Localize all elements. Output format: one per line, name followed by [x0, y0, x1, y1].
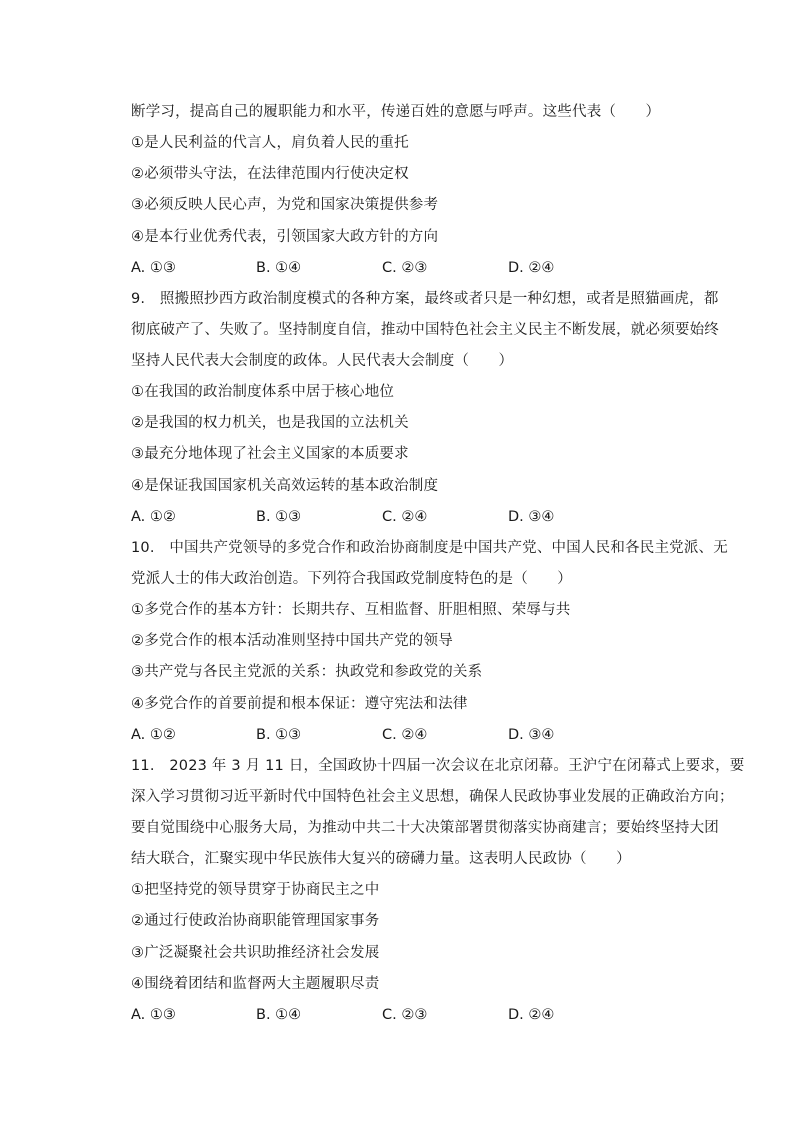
question-10-stem-line-2: 党派人士的伟大政治创造。下列符合我国政党制度特色的是（ ） — [131, 571, 572, 587]
question-10-option-b[interactable]: B. ①③ — [256, 727, 302, 743]
question-9-statement-4: ④是保证我国国家机关高效运转的基本政治制度 — [131, 478, 439, 494]
question-9-stem-line-2: 彻底破产了、失败了。坚持制度自信，推动中国特色社会主义民主不断发展，就必须要始终 — [131, 322, 719, 338]
question-11-stem-line-1: 11. 2023 年 3 月 11 日，全国政协十四届一次会议在北京闭幕。王沪宁在闭幕式上要求，要 — [131, 758, 745, 774]
question-11-stem-line-2: 深入学习贯彻习近平新时代中国特色社会主义思想，确保人民政协事业发展的正确政治方向； — [131, 789, 734, 805]
question-9-option-c[interactable]: C. ②④ — [382, 509, 428, 525]
question-10-option-a[interactable]: A. ①② — [131, 727, 176, 743]
question-8-option-d[interactable]: D. ②④ — [508, 260, 555, 276]
question-10-option-c[interactable]: C. ②④ — [382, 727, 428, 743]
question-9-statement-2: ②是我国的权力机关，也是我国的立法机关 — [131, 415, 409, 431]
question-11-stem-line-4: 结大联合，汇聚实现中华民族伟大复兴的磅礴力量。这表明人民政协（ ） — [131, 851, 631, 867]
question-11-option-a[interactable]: A. ①③ — [131, 1007, 176, 1023]
question-10-statement-1: ①多党合作的基本方针：长期共存、互相监督、肝胆相照、荣辱与共 — [131, 602, 571, 618]
question-9-statement-3: ③最充分地体现了社会主义国家的本质要求 — [131, 446, 409, 462]
question-10-statement-4: ④多党合作的首要前提和根本保证：遵守宪法和法律 — [131, 696, 468, 712]
question-11-stem-line-3: 要自觉围绕中心服务大局，为推动中共二十大决策部署贯彻落实协商建言；要始终坚持大团 — [131, 820, 719, 836]
question-8-statement-2: ②必须带头守法，在法律范围内行使决定权 — [131, 166, 409, 182]
question-11-statement-3: ③广泛凝聚社会共识助推经济社会发展 — [131, 945, 380, 961]
question-9-option-d[interactable]: D. ③④ — [508, 509, 555, 525]
question-11-option-c[interactable]: C. ②③ — [382, 1007, 428, 1023]
question-11-statement-4: ④围绕着团结和监督两大主题履职尽责 — [131, 976, 380, 992]
question-8-option-c[interactable]: C. ②③ — [382, 260, 428, 276]
question-10-option-d[interactable]: D. ③④ — [508, 727, 555, 743]
question-8-statement-3: ③必须反映人民心声，为党和国家决策提供参考 — [131, 197, 439, 213]
question-8-option-b[interactable]: B. ①④ — [256, 260, 302, 276]
question-9-option-a[interactable]: A. ①② — [131, 509, 176, 525]
question-8-option-a[interactable]: A. ①③ — [131, 260, 176, 276]
question-11-option-b[interactable]: B. ①④ — [256, 1007, 302, 1023]
question-10-statement-2: ②多党合作的根本活动准则坚持中国共产党的领导 — [131, 633, 453, 649]
question-9-statement-1: ①在我国的政治制度体系中居于核心地位 — [131, 384, 395, 400]
question-11-option-d[interactable]: D. ②④ — [508, 1007, 555, 1023]
question-10-statement-3: ③共产党与各民主党派的关系：执政党和参政党的关系 — [131, 664, 483, 680]
question-9-stem-line-1: 9. 照搬照抄西方政治制度模式的各种方案，最终或者只是一种幻想，或者是照猫画虎，都 — [131, 291, 719, 307]
question-9-option-b[interactable]: B. ①③ — [256, 509, 302, 525]
question-11-statement-2: ②通过行使政治协商职能管理国家事务 — [131, 913, 380, 929]
question-10-stem-line-1: 10. 中国共产党领导的多党合作和政治协商制度是中国共产党、中国人民和各民主党派、无 — [131, 540, 728, 556]
question-8-statement-1: ①是人民利益的代言人，肩负着人民的重托 — [131, 135, 409, 151]
question-8-stem: 断学习，提高自己的履职能力和水平，传递百姓的意愿与呼声。这些代表（ ） — [131, 104, 661, 120]
question-9-stem-line-3: 坚持人民代表大会制度的政体。人民代表大会制度（ ） — [131, 353, 514, 369]
question-8-statement-4: ④是本行业优秀代表，引领国家大政方针的方向 — [131, 229, 439, 245]
question-11-statement-1: ①把坚持党的领导贯穿于协商民主之中 — [131, 882, 380, 898]
